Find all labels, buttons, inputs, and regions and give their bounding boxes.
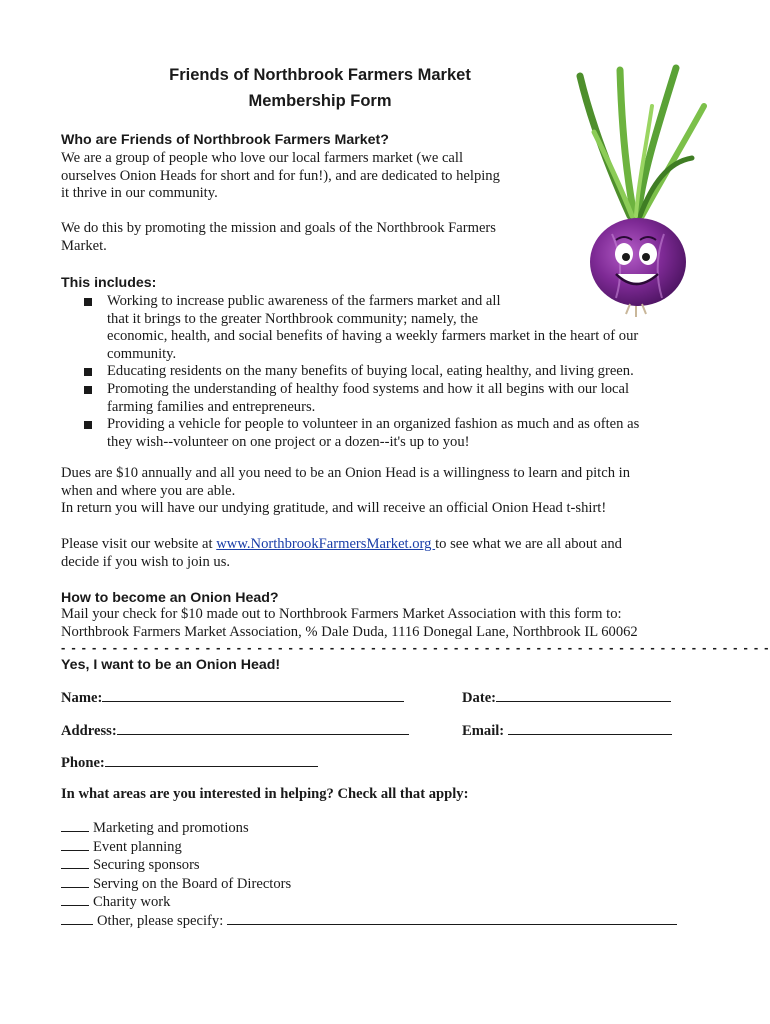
email-label: Email: (462, 723, 505, 739)
form-title-line2: Membership Form (248, 92, 392, 110)
bullet-square-icon (84, 386, 92, 394)
checkbox-blank-line[interactable] (61, 912, 93, 925)
text-line (61, 536, 721, 554)
text-line: Working to increase public awareness of the farmers market and all (107, 293, 501, 309)
list-item (61, 363, 721, 381)
text-line: decide if you wish to join us. (61, 553, 231, 570)
option-label: Event planning (93, 838, 182, 855)
who-heading: Who are Friends of Northbrook Farmers Market? (61, 132, 389, 148)
text-line: We do this by promoting the mission and goals of the Northbrook Farmers (61, 220, 496, 236)
list-item (61, 381, 721, 416)
date-input-line[interactable] (496, 688, 671, 702)
text-line: Dues are $10 annually and all you need to be an Onion Head is a willingness to learn and pitch in (61, 465, 631, 481)
text-line: it thrive in our community. (61, 185, 218, 202)
website-text-post: to see what we are all about and (435, 536, 622, 552)
address-label: Address: (61, 723, 117, 739)
bullet-square-icon (84, 368, 92, 376)
text-line: community. (107, 345, 177, 362)
option-event-planning[interactable] (61, 838, 677, 857)
dues-paragraph (61, 465, 721, 518)
bullet-square-icon (84, 421, 92, 429)
text-line: Providing a vehicle for people to volunteer in an organized fashion as much and as often as (107, 416, 640, 433)
option-label: Securing sponsors (93, 857, 200, 874)
areas-options-list (61, 819, 677, 931)
text-line: Mail your check for $10 made out to Northbrook Farmers Market Association with this form to: (61, 606, 622, 622)
phone-input-line[interactable] (105, 753, 318, 767)
text-line: Market. (61, 237, 107, 254)
option-label: Other, please specify: (97, 912, 224, 929)
option-label: Serving on the Board of Directors (93, 875, 292, 892)
text-line: We are a group of people who love our local farmers market (we call (61, 150, 464, 166)
checkbox-blank-line[interactable] (61, 856, 89, 869)
text-line: Promoting the understanding of healthy food systems and how it all begins with our local (107, 380, 630, 397)
text-line: farming families and entrepreneurs. (107, 398, 316, 415)
option-board[interactable] (61, 875, 677, 894)
website-link[interactable]: www.NorthbrookFarmersMarket.org (216, 536, 436, 552)
text-line: In return you will have our undying gratitude, and will receive an official Onion Head t-shirt! (61, 500, 607, 517)
address-input-line[interactable] (117, 721, 409, 735)
cut-line-separator: - - - - - - - - - - - - - - - - - - - - - - - - - - - - - - - - - - - - - - - - - - - - - - - - - - - - - - - - - - - - - - - - - - - - - (61, 640, 770, 655)
phone-label: Phone: (61, 755, 105, 771)
list-item (61, 293, 721, 363)
checkbox-blank-line[interactable] (61, 893, 89, 906)
form-heading: Yes, I want to be an Onion Head! (61, 657, 281, 673)
text-line: Educating residents on the many benefits of buying local, eating healthy, and living green. (107, 363, 634, 380)
date-label: Date: (462, 690, 497, 706)
onion-mascot-illustration (572, 66, 710, 318)
name-field[interactable] (61, 688, 404, 707)
text-line: Northbrook Farmers Market Association, % Dale Duda, 1116 Donegal Lane, Northbrook IL 60062 (61, 623, 638, 640)
website-text-pre: Please visit our website at (61, 536, 217, 552)
checkbox-blank-line[interactable] (61, 875, 89, 888)
checkbox-blank-line[interactable] (61, 819, 89, 832)
how-paragraph (61, 606, 721, 641)
who-paragraph-1 (61, 150, 561, 203)
text-line: that it brings to the greater Northbrook community; namely, the (107, 310, 479, 327)
text-line: they wish--volunteer on one project or a dozen--it's up to you! (107, 433, 470, 450)
name-input-line[interactable] (102, 688, 404, 702)
other-specify-input-line[interactable] (227, 912, 677, 925)
areas-question: In what areas are you interested in helping? Check all that apply: (61, 786, 469, 802)
option-other[interactable] (61, 912, 677, 931)
bullet-square-icon (84, 298, 92, 306)
email-field[interactable] (462, 721, 672, 740)
address-field[interactable] (61, 721, 409, 740)
text-line: economic, health, and social benefits of having a weekly farmers market in the heart of our (107, 328, 639, 345)
how-heading: How to become an Onion Head? (61, 590, 279, 606)
option-label: Charity work (93, 894, 171, 911)
date-field[interactable] (462, 688, 671, 707)
text-line: when and where you are able. (61, 482, 236, 499)
website-paragraph (61, 536, 721, 571)
form-title-line1: Friends of Northbrook Farmers Market (169, 66, 471, 84)
phone-field[interactable] (61, 753, 318, 772)
name-label: Name: (61, 690, 103, 706)
text-line: ourselves Onion Heads for short and for fun!), and are dedicated to helping (61, 167, 500, 184)
list-item (61, 416, 721, 451)
includes-heading: This includes: (61, 275, 157, 291)
includes-list (61, 293, 721, 451)
option-charity[interactable] (61, 893, 677, 912)
option-sponsors[interactable] (61, 856, 677, 875)
checkbox-blank-line[interactable] (61, 838, 89, 851)
who-paragraph-2 (61, 220, 561, 255)
option-marketing[interactable] (61, 819, 677, 838)
option-label: Marketing and promotions (93, 820, 249, 836)
email-input-line[interactable] (508, 721, 672, 735)
